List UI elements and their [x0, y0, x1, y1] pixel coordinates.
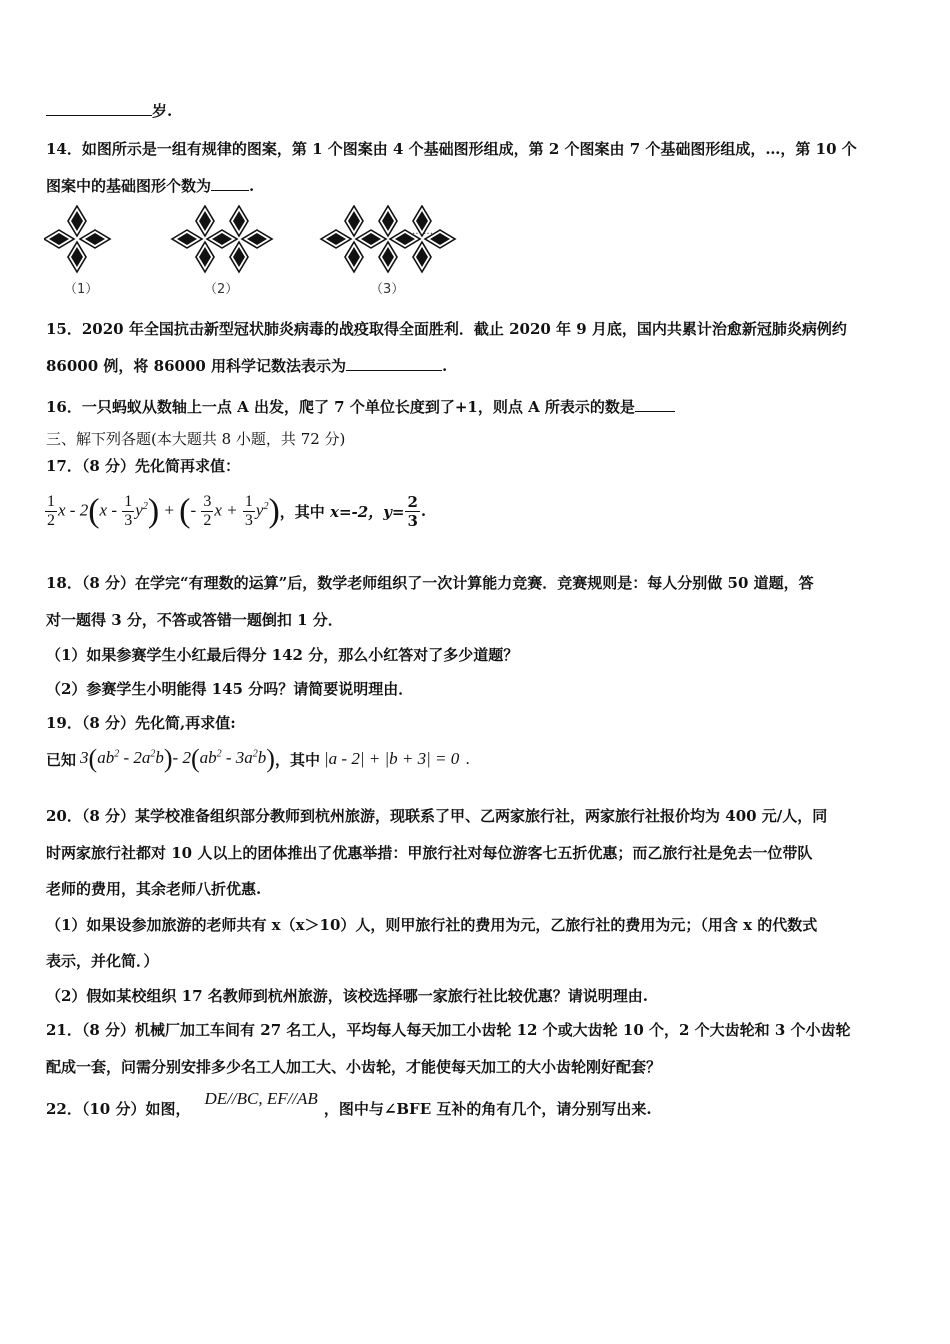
- q22-line: [46, 1086, 652, 1130]
- q17-end: .: [420, 502, 427, 520]
- pattern-2-icon: [172, 206, 272, 272]
- q19-formula: $3(ab^2 - 2a^2b)-$ $2(ab^2 - 3a^2b)$: [80, 744, 275, 773]
- q21-line2: 配成一套，问需分别安排多少名工人加工大、小齿轮，才能使每天加工的大小齿轮刚好配套？: [46, 1058, 662, 1076]
- q17-formula: $\frac{1}{2}$ x - 2(x - $\frac{1}{3}$ $y^2$) + (- $\frac{3}{2}$ x + $\frac{1}{3}$ $y^2$): [47, 492, 280, 529]
- q15-line2: [46, 355, 447, 376]
- q15-line1: 15．2020 年全国抗击新型冠状肺炎病毒的战疫取得全面胜利．截止 2020 年 9 月底，国内共累计治愈新冠肺炎病例约: [46, 320, 847, 338]
- q18-sub2: （2）参赛学生小明能得 145 分吗？请简要说明理由．: [46, 680, 414, 698]
- section-3-heading: 三、解下列各题(本大题共 8 小题，共 72 分): [46, 430, 346, 448]
- q13-tail-text: 岁.: [152, 102, 173, 120]
- q16-line: [46, 396, 675, 417]
- q17-cond-values: x=-2，y=: [330, 502, 405, 521]
- q17-condition: [280, 501, 405, 522]
- figure-label-2: （2）: [204, 282, 239, 297]
- q17-cond-prefix: ，其中: [279, 502, 331, 521]
- pattern-1-icon: [44, 206, 110, 272]
- figure-label-1: （1）: [64, 282, 99, 297]
- q19-condition-formula: |a - 2| + |b + 3| = 0: [323, 749, 460, 768]
- q17-y-num: 2: [407, 492, 418, 511]
- q14-line2-end: .: [249, 177, 255, 195]
- q22-formula: DE//BC, EF//AB: [204, 1089, 318, 1108]
- pattern-ellipsis: ……: [412, 226, 434, 237]
- q15-line2-text: 86000 例，将 86000 用科学记数法表示为: [46, 357, 347, 375]
- q19-expression: [46, 742, 470, 776]
- q14-line2-text: 图案中的基础图形个数为: [46, 177, 212, 195]
- q22-head: 22．（10 分）如图，: [46, 1099, 191, 1118]
- q20-sub1-a: （1）如果设参加旅游的老师共有 x（x＞10）人，则甲旅行社的费用为元，乙旅行社的费用为元；（用含 x 的代数式: [46, 916, 818, 934]
- q20-line1: 20．（8 分）某学校准备组织部分教师到杭州旅游，现联系了甲、乙两家旅行社，两家旅行社报价均为 400 元/人，同: [46, 807, 828, 825]
- q14-line1: 14．如图所示是一组有规律的图案，第 1 个图案由 4 个基础图形组成，第 2 个图案由 7 个基础图形组成，…，第 10 个: [46, 140, 857, 158]
- q20-line3: 老师的费用，其余老师八折优惠.: [46, 880, 262, 898]
- q19-mid: ，其中: [274, 750, 320, 769]
- q15-line2-end: .: [442, 357, 448, 375]
- q14-pattern-figure: [44, 205, 484, 277]
- q18-line2: 对一题得 3 分，不答或答错一题倒扣 1 分．: [46, 611, 343, 629]
- q19-end: .: [465, 750, 471, 768]
- q20-sub1-b: 表示，并化简．）: [46, 952, 159, 970]
- q21-line1: 21．（8 分）机械厂加工车间有 27 名工人，平均每人每天加工小齿轮 12 个或大齿轮 10 个，2 个大齿轮和 3 个小齿轮: [46, 1021, 851, 1039]
- q16-text: 16．一只蚂蚁从数轴上一点 A 出发，爬了 7 个单位长度到了+1，则点 A 所表示的数是: [46, 398, 635, 416]
- answer-blank: [346, 356, 442, 371]
- q22-tail: ，图中与∠BFE 互补的角有几个，请分别写出来.: [323, 1099, 652, 1118]
- answer-blank: [211, 176, 249, 191]
- answer-blank: [46, 101, 152, 116]
- q19-head: 19．（8 分）先化简,再求值:: [46, 714, 236, 732]
- q18-line1: 18．（8 分）在学完“有理数的运算”后，数学老师组织了一次计算能力竞赛．竞赛规则是：每人分别做 50 道题，答: [46, 574, 814, 592]
- q17-y-den: 3: [407, 511, 418, 530]
- q20-sub2: （2）假如某校组织 17 名教师到杭州旅游，该校选择哪一家旅行社比较优惠？请说明理由.: [46, 987, 648, 1005]
- q17-y-fraction: [405, 493, 419, 530]
- q18-sub1: （1）如果参赛学生小红最后得分 142 分，那么小红答对了多少道题？: [46, 646, 519, 664]
- q14-line2: [46, 175, 254, 196]
- q13-tail-line: [46, 100, 172, 121]
- figure-label-3: （3）: [370, 282, 405, 297]
- q20-line2: 时两家旅行社都对 10 人以上的团体推出了优惠举措：甲旅行社对每位游客七五折优惠；而乙旅行社是免去一位带队: [46, 844, 813, 862]
- pattern-3-icon: [321, 206, 455, 272]
- q17-expression: [44, 486, 426, 536]
- q17-head: 17．（8 分）先化简再求值：: [46, 457, 241, 475]
- q19-prefix: 已知: [46, 750, 77, 769]
- answer-blank: [635, 397, 675, 412]
